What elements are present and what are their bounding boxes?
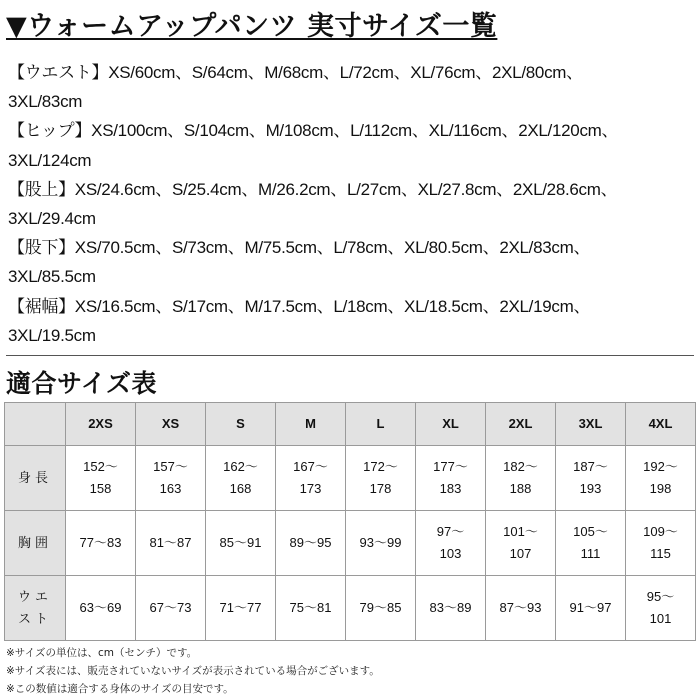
table-cell: 167〜 173 [276, 446, 346, 511]
table-cell: 71〜77 [206, 576, 276, 641]
rise-measurements: 【股上】XS/24.6cm、S/25.4cm、M/26.2cm、L/27cm、XL/27.8cm、2XL/28.6cm、 [8, 179, 618, 199]
table-cell: 192〜 198 [626, 446, 696, 511]
waist-measurements-cont: 3XL/83cm [8, 92, 83, 112]
notes [6, 644, 696, 698]
hem-width-measurements: 【裾幅】XS/16.5cm、S/17cm、M/17.5cm、L/18cm、XL/18.5cm、2XL/19cm、 [8, 296, 591, 316]
table-cell: 75〜81 [276, 576, 346, 641]
measurement-list [8, 58, 698, 350]
table-cell: 105〜 111 [556, 511, 626, 576]
table-cell: 152〜 158 [66, 446, 136, 511]
row-label: 胸囲 [5, 511, 66, 576]
header-size: S [206, 403, 276, 446]
hip-measurements: 【ヒップ】XS/100cm、S/104cm、M/108cm、L/112cm、XL/116cm、2XL/120cm、 [8, 121, 619, 141]
table-cell: 172〜 178 [346, 446, 416, 511]
header-size: XL [416, 403, 486, 446]
table-header-row [5, 403, 696, 446]
header-size: 2XS [66, 403, 136, 446]
header-size: XS [136, 403, 206, 446]
header-size: 2XL [486, 403, 556, 446]
hem-width-measurements-cont: 3XL/19.5cm [8, 325, 96, 345]
header-corner [5, 403, 66, 446]
table-cell: 177〜 183 [416, 446, 486, 511]
table-cell: 81〜87 [136, 511, 206, 576]
table-row [5, 576, 696, 641]
table-cell: 89〜95 [276, 511, 346, 576]
note-unavailable-sizes: ※サイズ表には、販売されていないサイズが表示されている場合がございます。 [6, 665, 380, 677]
inseam-measurements: 【股下】XS/70.5cm、S/73cm、M/75.5cm、L/78cm、XL/80.5cm、2XL/83cm、 [8, 238, 591, 258]
table-cell: 187〜 193 [556, 446, 626, 511]
table-cell: 101〜 107 [486, 511, 556, 576]
table-cell: 83〜89 [416, 576, 486, 641]
note-guideline: ※この数値は適合する身体のサイズの目安です。 [6, 683, 234, 695]
table-cell: 67〜73 [136, 576, 206, 641]
fit-size-table [4, 402, 696, 641]
section-divider [6, 355, 694, 356]
header-size: 3XL [556, 403, 626, 446]
table-row [5, 511, 696, 576]
table-row [5, 446, 696, 511]
hip-measurements-cont: 3XL/124cm [8, 150, 92, 170]
waist-measurements: 【ウエスト】XS/60cm、S/64cm、M/68cm、L/72cm、XL/76cm、2XL/80cm、 [8, 63, 583, 82]
header-size: 4XL [626, 403, 696, 446]
table-cell: 95〜 101 [626, 576, 696, 641]
table-cell: 63〜69 [66, 576, 136, 641]
table-cell: 91〜97 [556, 576, 626, 641]
row-label: ウエ スト [5, 576, 66, 641]
table-cell: 85〜91 [206, 511, 276, 576]
header-size: M [276, 403, 346, 446]
page-title: ▼ウォームアップパンツ 実寸サイズ一覧 [6, 11, 498, 42]
fit-table-title: 適合サイズ表 [6, 369, 158, 398]
rise-measurements-cont: 3XL/29.4cm [8, 208, 96, 228]
inseam-measurements-cont: 3XL/85.5cm [8, 267, 96, 287]
table-cell: 97〜 103 [416, 511, 486, 576]
row-label: 身長 [5, 446, 66, 511]
table-cell: 77〜83 [66, 511, 136, 576]
header-size: L [346, 403, 416, 446]
table-cell: 87〜93 [486, 576, 556, 641]
table-cell: 93〜99 [346, 511, 416, 576]
note-unit: ※サイズの単位は、cm（センチ）です。 [6, 647, 198, 659]
table-cell: 157〜 163 [136, 446, 206, 511]
table-cell: 109〜 115 [626, 511, 696, 576]
table-cell: 162〜 168 [206, 446, 276, 511]
table-cell: 79〜85 [346, 576, 416, 641]
table-cell: 182〜 188 [486, 446, 556, 511]
